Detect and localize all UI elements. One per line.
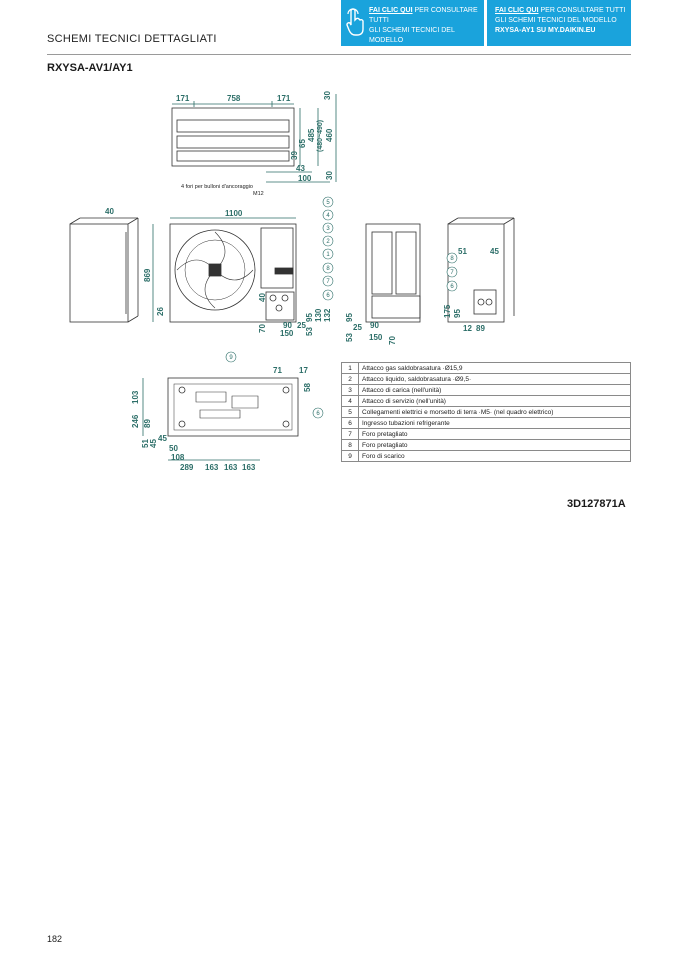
callout-number: 2	[326, 239, 330, 245]
anchor-bolt: M12	[253, 191, 264, 197]
dim-label: 51	[458, 247, 467, 256]
dim-label: 70	[258, 324, 267, 333]
callout-number: 6	[450, 284, 454, 290]
dim-label: 100	[298, 174, 312, 183]
legend-row	[342, 418, 631, 429]
legend-number: 5	[342, 407, 359, 418]
callout-number: 1	[326, 252, 330, 258]
legend-row	[342, 440, 631, 451]
anchor-note: 4 fori per bulloni d'ancoraggio	[181, 184, 253, 190]
legend-row	[342, 429, 631, 440]
legend-text: Attacco di carica (nell'unità)	[359, 385, 631, 396]
legend-number: 6	[342, 418, 359, 429]
dim-label: 485	[307, 128, 316, 142]
legend-number: 7	[342, 429, 359, 440]
dim-label: 460	[325, 128, 334, 142]
dim-label: 289	[180, 463, 194, 472]
dim-label: 869	[143, 268, 152, 282]
dim-label: 90	[283, 321, 292, 330]
legend-text: Foro pretagliato	[359, 440, 631, 451]
legend-text: Foro pretagliato	[359, 429, 631, 440]
dim-label: 175	[443, 304, 452, 318]
bottom-view	[143, 378, 298, 460]
dim-label: 40	[105, 207, 114, 216]
legend-number: 2	[342, 374, 359, 385]
dim-label: 25	[353, 323, 362, 332]
dim-label: 43	[296, 164, 305, 173]
dim-label: 171	[176, 94, 190, 103]
model-title: RXYSA-AV1/AY1	[47, 62, 133, 74]
dim-label: 45	[149, 439, 158, 448]
legend-row	[342, 407, 631, 418]
dim-label: 90	[370, 321, 379, 330]
legend-number: 3	[342, 385, 359, 396]
dim-label: 53	[305, 327, 314, 336]
dim-label: 130	[314, 308, 323, 322]
legend-table	[341, 362, 631, 462]
front-left-view	[70, 218, 138, 322]
dim-label: 246	[131, 414, 140, 428]
legend-row	[342, 396, 631, 407]
cta-text: FAI CLIC QUI PER CONSULTARE TUTTI GLI SCHEMI TECNICI DEL MODELLO RXYSA-AV1 SU MY.DAIKIN.EU	[369, 7, 478, 54]
dim-label: 51	[141, 439, 150, 448]
dim-label: 40	[258, 293, 267, 302]
legend-text: Collegamenti elettrici e morsetto di terra ·M5· (nel quadro elettrico)	[359, 407, 631, 418]
dim-label: 108	[171, 453, 185, 462]
dim-label: 150	[369, 333, 383, 342]
callout-number: 5	[326, 200, 330, 206]
dim-label: 65	[298, 139, 307, 148]
legend-text: Attacco gas saldobrasatura ·Ø15,9	[359, 363, 631, 374]
dim-label: 163	[224, 463, 238, 472]
section-title: SCHEMI TECNICI DETTAGLIATI	[47, 33, 217, 45]
dim-label: 758	[227, 94, 241, 103]
legend-text: Foro di scarico	[359, 451, 631, 462]
dim-label: 103	[131, 390, 140, 404]
dim-label: 45	[158, 434, 167, 443]
legend-number: 9	[342, 451, 359, 462]
legend-text: Attacco di servizio (nell'unità)	[359, 396, 631, 407]
dim-label: 171	[277, 94, 291, 103]
dim-label: 95	[305, 313, 314, 322]
dim-label: 30	[325, 171, 334, 180]
side-view	[366, 224, 420, 322]
dim-label: 58	[303, 383, 312, 392]
callout-number: 7	[450, 270, 454, 276]
legend-number: 4	[342, 396, 359, 407]
callout-number: 7	[326, 279, 330, 285]
front-main-view	[153, 218, 296, 322]
dim-label: 12	[463, 324, 472, 333]
callout-number: 4	[326, 213, 330, 219]
dim-label: 45	[490, 247, 499, 256]
legend-text: Attacco liquido, saldobrasatura ·Ø9,5·	[359, 374, 631, 385]
dim-label: 50	[169, 444, 178, 453]
dim-label: 163	[205, 463, 219, 472]
dim-label: 25	[297, 321, 306, 330]
callout-number: 8	[326, 266, 330, 272]
legend-number: 8	[342, 440, 359, 451]
callout-number: 8	[450, 256, 454, 262]
dim-label: 132	[323, 308, 332, 322]
dim-label: 1100	[225, 209, 243, 218]
legend-row	[342, 363, 631, 374]
callout-number: 3	[326, 226, 330, 232]
dim-label: 53	[345, 333, 354, 342]
dim-label: 150	[280, 329, 294, 338]
legend-row	[342, 385, 631, 396]
legend-number: 1	[342, 363, 359, 374]
rear-view	[448, 218, 514, 322]
dim-label: 70	[388, 336, 397, 345]
callout-number: 9	[229, 355, 233, 361]
dim-label: 95	[345, 313, 354, 322]
legend-row	[342, 374, 631, 385]
legend-row	[342, 451, 631, 462]
callout-number: 6	[326, 293, 330, 299]
cta-text: FAI CLIC QUI PER CONSULTARE TUTTI GLI SCHEMI TECNICI DEL MODELLO RXYSA-AY1 SU MY.DAIKIN.EU	[495, 7, 626, 34]
dim-label: 39	[290, 151, 299, 160]
document-code: 3D127871A	[567, 498, 626, 510]
dim-label: 89	[476, 324, 485, 333]
dim-label: 17	[299, 366, 308, 375]
dim-label: 26	[156, 307, 165, 316]
dim-label: (480~490)	[317, 119, 324, 152]
legend-text: Ingresso tubazioni refrigerante	[359, 418, 631, 429]
dim-label: 89	[143, 419, 152, 428]
dim-label: 30	[323, 91, 332, 100]
callout-number: 6	[316, 411, 320, 417]
dim-label: 71	[273, 366, 282, 375]
page-number: 182	[47, 934, 63, 944]
dim-label: 95	[453, 309, 462, 318]
dim-label: 163	[242, 463, 256, 472]
